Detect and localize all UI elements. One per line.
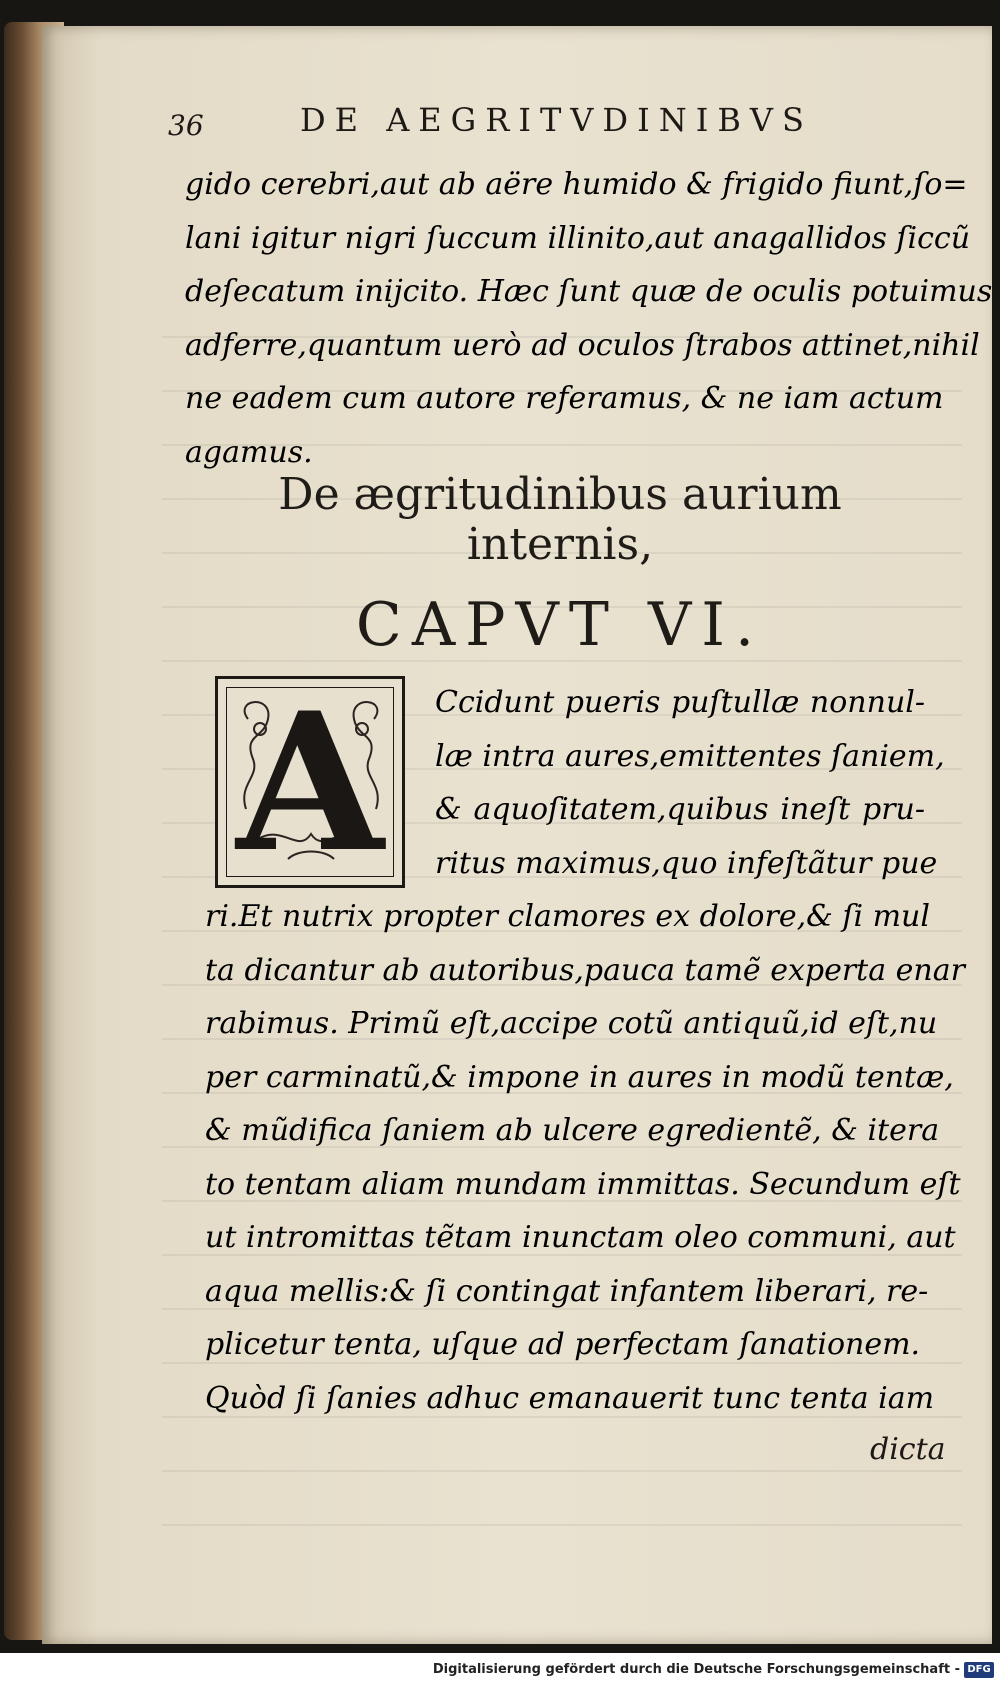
opening-lines	[435, 676, 945, 890]
text-line: deſecatum inijcito. Hæc ſunt quæ de oculis potuimus	[185, 274, 993, 309]
chapter-title-line-1: De ægritudinibus aurium	[278, 469, 842, 520]
text-line: lani igitur nigri ſuccum illinito,aut anagallidos ſiccũ	[185, 220, 971, 256]
chapter-number: CAPVT VI.	[355, 590, 765, 660]
digitization-footer	[0, 1653, 1000, 1689]
running-head-area	[150, 95, 930, 143]
footer-credit: Digitalisierung gefördert durch die Deutsche Forschungsgemeinschaft -	[432, 1662, 960, 1677]
text-line: læ intra aures,emittentes ſaniem,	[435, 738, 945, 774]
text-line: gido cerebri,aut ab aëre humido & frigido fiunt,ſo=	[185, 167, 968, 202]
text-line: Quòd ſi ſanies adhuc emanauerit tunc tenta iam	[205, 1380, 935, 1416]
page-number: 36	[168, 109, 204, 142]
text-line: & aquoſitatem,quibus ineſt pru-	[435, 792, 925, 827]
decorated-initial	[215, 671, 405, 894]
text-line: to tentam aliam mundam immittas. Secundum eſt	[205, 1166, 961, 1202]
preceding-text	[185, 158, 993, 479]
text-line: ta dicantur ab autoribus,pauca tamẽ experta enar	[205, 952, 965, 988]
catchword: dicta	[870, 1432, 946, 1467]
text-line: adferre,quantum uerò ad oculos ſtrabos attinet,nihil	[185, 327, 980, 363]
text-line: rabimus. Primũ eſt,accipe cotũ antiquũ,id eſt,nu	[205, 1006, 938, 1041]
text-line: ut intromittas tẽtam inunctam oleo communi, aut	[205, 1220, 956, 1255]
text-line: agamus.	[185, 434, 313, 470]
initial-letter: A	[236, 671, 384, 894]
chapter-heading	[180, 470, 940, 570]
running-head-title: DE AEGRITVDINIBVS	[300, 101, 813, 139]
text-line: ri.Et nutrix propter clamores ex dolore,& ſi mul	[205, 899, 930, 934]
text-line: & mũdifica ſaniem ab ulcere egredientẽ, & itera	[205, 1113, 940, 1148]
chapter-title-line-2: internis,	[466, 519, 654, 570]
text-line: plicetur tenta, uſque ad perfectam ſanationem.	[205, 1327, 921, 1362]
text-line: Ccidunt pueris puſtullæ nonnul-	[435, 685, 925, 720]
body-text	[205, 890, 965, 1425]
text-line: aqua mellis:& ſi contingat infantem liberari, re-	[205, 1273, 929, 1309]
text-line: per carminatũ,& impone in aures in modũ tentæ,	[205, 1059, 954, 1095]
text-line: ne eadem cum autore referamus, & ne iam actum	[185, 381, 944, 416]
running-head	[150, 95, 930, 143]
text-line: ritus maximus,quo infeſtãtur pue	[435, 845, 938, 881]
dfg-logo: DFG	[964, 1662, 994, 1678]
